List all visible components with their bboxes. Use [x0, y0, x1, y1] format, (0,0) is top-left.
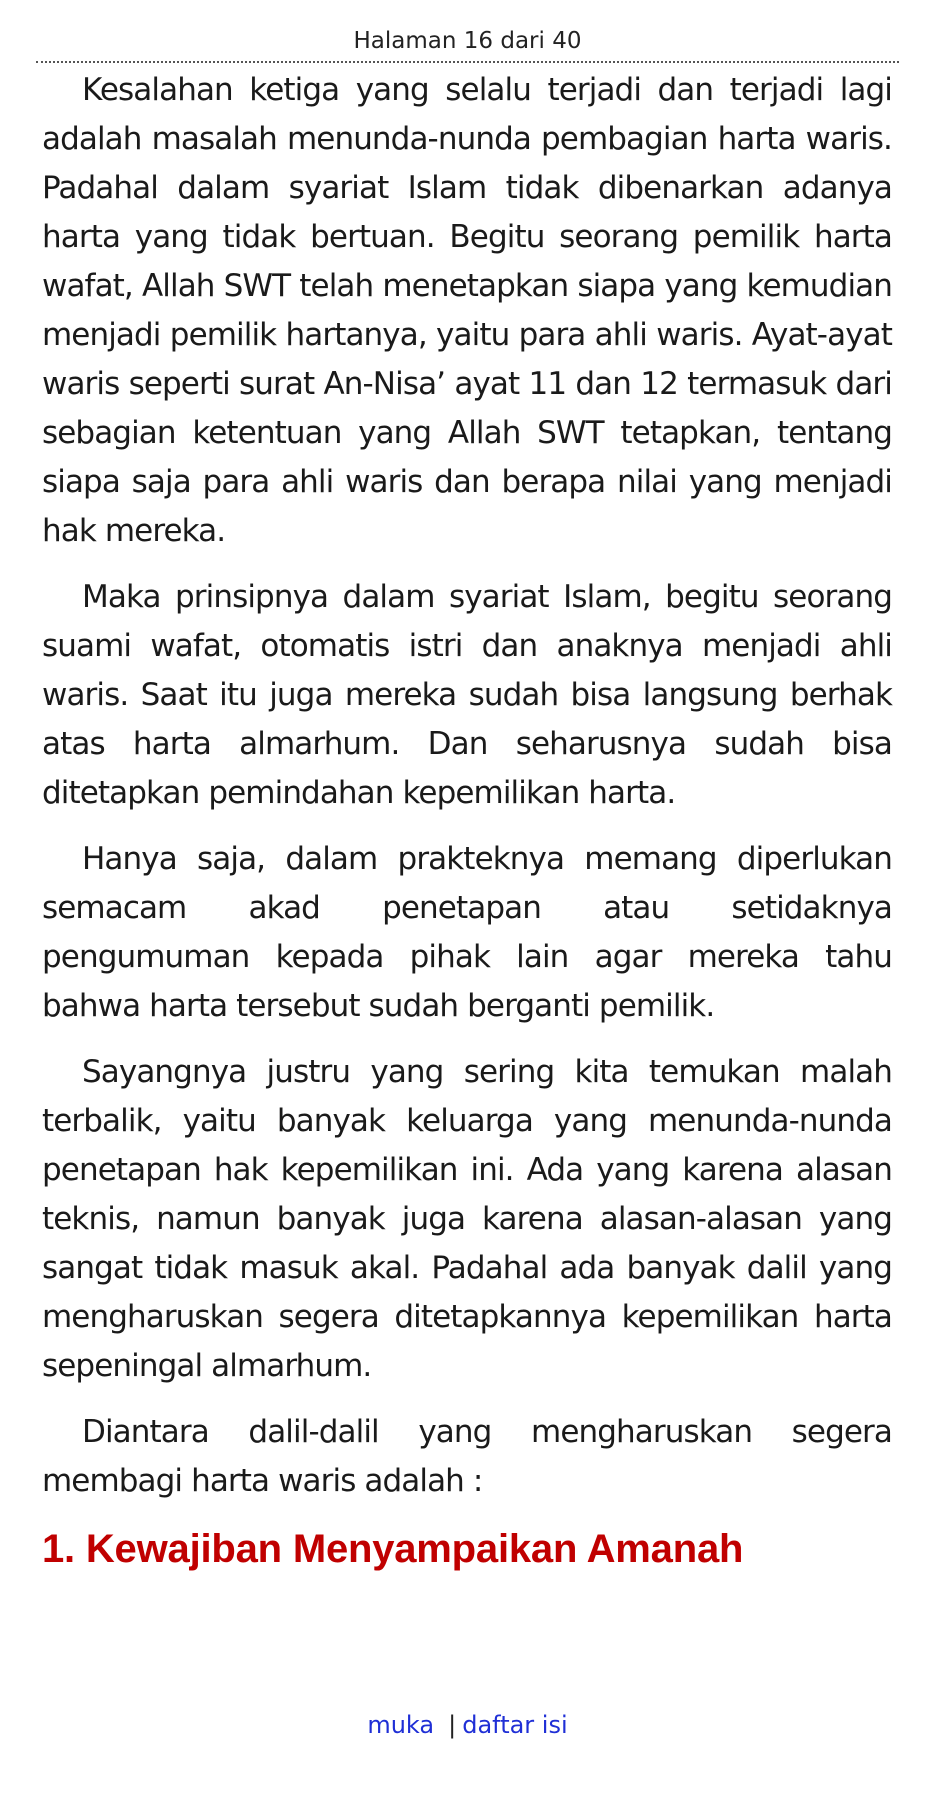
paragraph-5: Diantara dalil-dalil yang mengharuskan segera membagi harta waris adalah :: [42, 1414, 892, 1499]
paragraph-3: Hanya saja, dalam prakteknya memang diperlukan semacam akad penetapan atau setidaknya pengumuman kepada pihak lain agar mereka tahu bahwa harta tersebut sudah berganti pemilik.: [42, 841, 892, 1024]
cover-link[interactable]: muka: [367, 1711, 435, 1739]
section-heading: 1. Kewajiban Menyampaikan Amanah: [42, 1527, 744, 1571]
table-of-contents-link[interactable]: daftar isi: [462, 1711, 568, 1739]
paragraph-2: Maka prinsipnya dalam syariat Islam, begitu seorang suami wafat, otomatis istri dan anaknya menjadi ahli waris. Saat itu juga mereka sudah bisa langsung berhak atas harta almarhum. Dan seharusnya sudah bisa ditetapkan pemindahan kepemilikan harta.: [42, 579, 892, 811]
page-indicator: Halaman 16 dari 40: [353, 28, 582, 54]
footer-navigation: [0, 1710, 935, 1740]
document-body: [42, 66, 892, 1574]
paragraph-4: Sayangnya justru yang sering kita temukan malah terbalik, yaitu banyak keluarga yang menunda-nunda penetapan hak kepemilikan ini. Ada yang karena alasan teknis, namun banyak juga karena alasan-alasan yang sangat tidak masuk akal. Padahal ada banyak dalil yang mengharuskan segera ditetapkannya kepemilikan harta sepeningal almarhum.: [42, 1054, 892, 1384]
paragraph-1: Kesalahan ketiga yang selalu terjadi dan terjadi lagi adalah masalah menunda-nunda pembagian harta waris. Padahal dalam syariat Islam tidak dibenarkan adanya harta yang tidak bertuan. Begitu seorang pemilik harta wafat, Allah SWT telah menetapkan siapa yang kemudian menjadi pemilik hartanya, yaitu para ahli waris. Ayat-ayat waris seperti surat An-Nisa’ ayat 11 dan 12 termasuk dari sebagian ketentuan yang Allah SWT tetapkan, tentang siapa saja para ahli waris dan berapa nilai yang menjadi hak mereka.: [42, 72, 892, 549]
header-divider: [36, 61, 899, 63]
footer-separator: |: [448, 1711, 457, 1739]
